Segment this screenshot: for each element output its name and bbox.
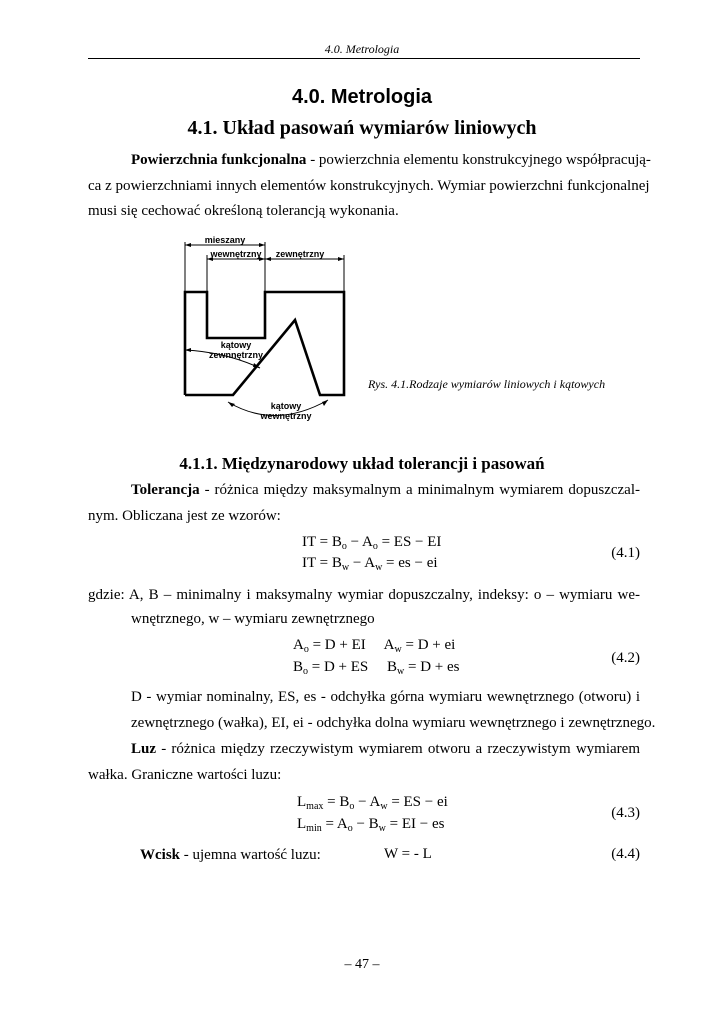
eq41-line1: IT = $B_o - A_o$ = ES − EI bbox=[302, 534, 442, 552]
term-luz: Luz bbox=[131, 741, 157, 757]
eq44-number: (4.4) bbox=[611, 846, 640, 862]
header-rule bbox=[88, 58, 640, 59]
label-internal: wewnętrzny bbox=[210, 249, 262, 259]
wcisk-text: - ujemna wartość luzu: bbox=[180, 847, 321, 863]
label-mixed: mieszany bbox=[204, 235, 246, 245]
label-angle-ext-2: zewnnętrzny bbox=[208, 350, 264, 360]
eq43-line2: $L_{min} = A_o - B_w$ = EI − es bbox=[297, 816, 445, 834]
eq41-number: (4.1) bbox=[611, 545, 640, 561]
label-angle-int-2: wewnętrzny bbox=[260, 411, 312, 421]
tolerance-line2: nym. Obliczana jest ze wzorów: bbox=[88, 508, 281, 524]
para1-line3: musi się cechować określoną tolerancją wykonania. bbox=[88, 203, 399, 219]
tolerance-line1-text: - różnica między maksymalnym a minimalnym wymiarem dopuszczal- bbox=[199, 482, 640, 498]
subsection-title: 4.1.1. Międzynarodowy układ tolerancji i pasowań bbox=[179, 454, 545, 473]
wcisk-line bbox=[140, 846, 321, 864]
tolerance-line1 bbox=[131, 481, 640, 499]
luz-line2: wałka. Graniczne wartości luzu: bbox=[88, 767, 282, 783]
section-title: 4.1. Układ pasowań wymiarów liniowych bbox=[187, 117, 537, 139]
luz-line1-text: - różnica między rzeczywistym wymiarem otworu a rzeczywistym wymiarem bbox=[156, 741, 640, 757]
eq41-line2: IT = $B_w - A_w$ = es − ei bbox=[302, 555, 438, 573]
chapter-title: 4.0. Metrologia bbox=[291, 86, 433, 108]
term-wcisk: Wcisk bbox=[140, 847, 181, 863]
eq42-line1: $A_o = D$ + EI $A_w = D$ + ei bbox=[293, 637, 456, 655]
para1-line2: ca z powierzchniami innych elementów konstrukcyjnych. Wymiar powierzchni funkcjonalnej bbox=[88, 178, 650, 194]
where-line1: gdzie: A, B – minimalny i maksymalny wymiar dopuszczalny, indeksy: o – wymiaru we- bbox=[88, 587, 640, 603]
luz-line1 bbox=[131, 740, 640, 758]
eq42-line2: $B_o = D$ + ES $B_w = D$ + es bbox=[293, 659, 460, 677]
eq43-number: (4.3) bbox=[611, 805, 640, 821]
figure-dimension-types bbox=[170, 230, 370, 430]
para1-line1 bbox=[131, 151, 651, 169]
eq44-formula: W = - L bbox=[384, 846, 432, 862]
eq43-line1: $L_{max} = B_o - A_w$ = ES − ei bbox=[297, 794, 448, 812]
where-line2: wnętrznego, w – wymiaru zewnętrznego bbox=[131, 611, 375, 627]
term-functional-surface: Powierzchnia funkcjonalna bbox=[131, 152, 307, 168]
dparagraph-line2: zewnętrznego (wałka), EI, ei - odchyłka dolna wymiaru wewnętrznego i zewnętrznego. bbox=[131, 715, 656, 731]
figure-caption: Rys. 4.1.Rodzaje wymiarów liniowych i kątowych bbox=[368, 377, 606, 391]
dparagraph-line1: D - wymiar nominalny, ES, es - odchyłka górna wymiaru wewnętrznego (otworu) i bbox=[131, 689, 640, 705]
para1-line1-text: - powierzchnia elementu konstrukcyjnego współpracują- bbox=[306, 152, 651, 168]
page-number: – 47 – bbox=[344, 957, 380, 972]
term-tolerance: Tolerancja bbox=[131, 482, 200, 498]
eq42-number: (4.2) bbox=[611, 650, 640, 666]
running-header: 4.0. Metrologia bbox=[324, 42, 400, 56]
label-angle-ext-1: kątowy bbox=[220, 340, 252, 350]
label-angle-int-1: kątowy bbox=[270, 401, 302, 411]
label-external: zewnętrzny bbox=[275, 249, 325, 259]
